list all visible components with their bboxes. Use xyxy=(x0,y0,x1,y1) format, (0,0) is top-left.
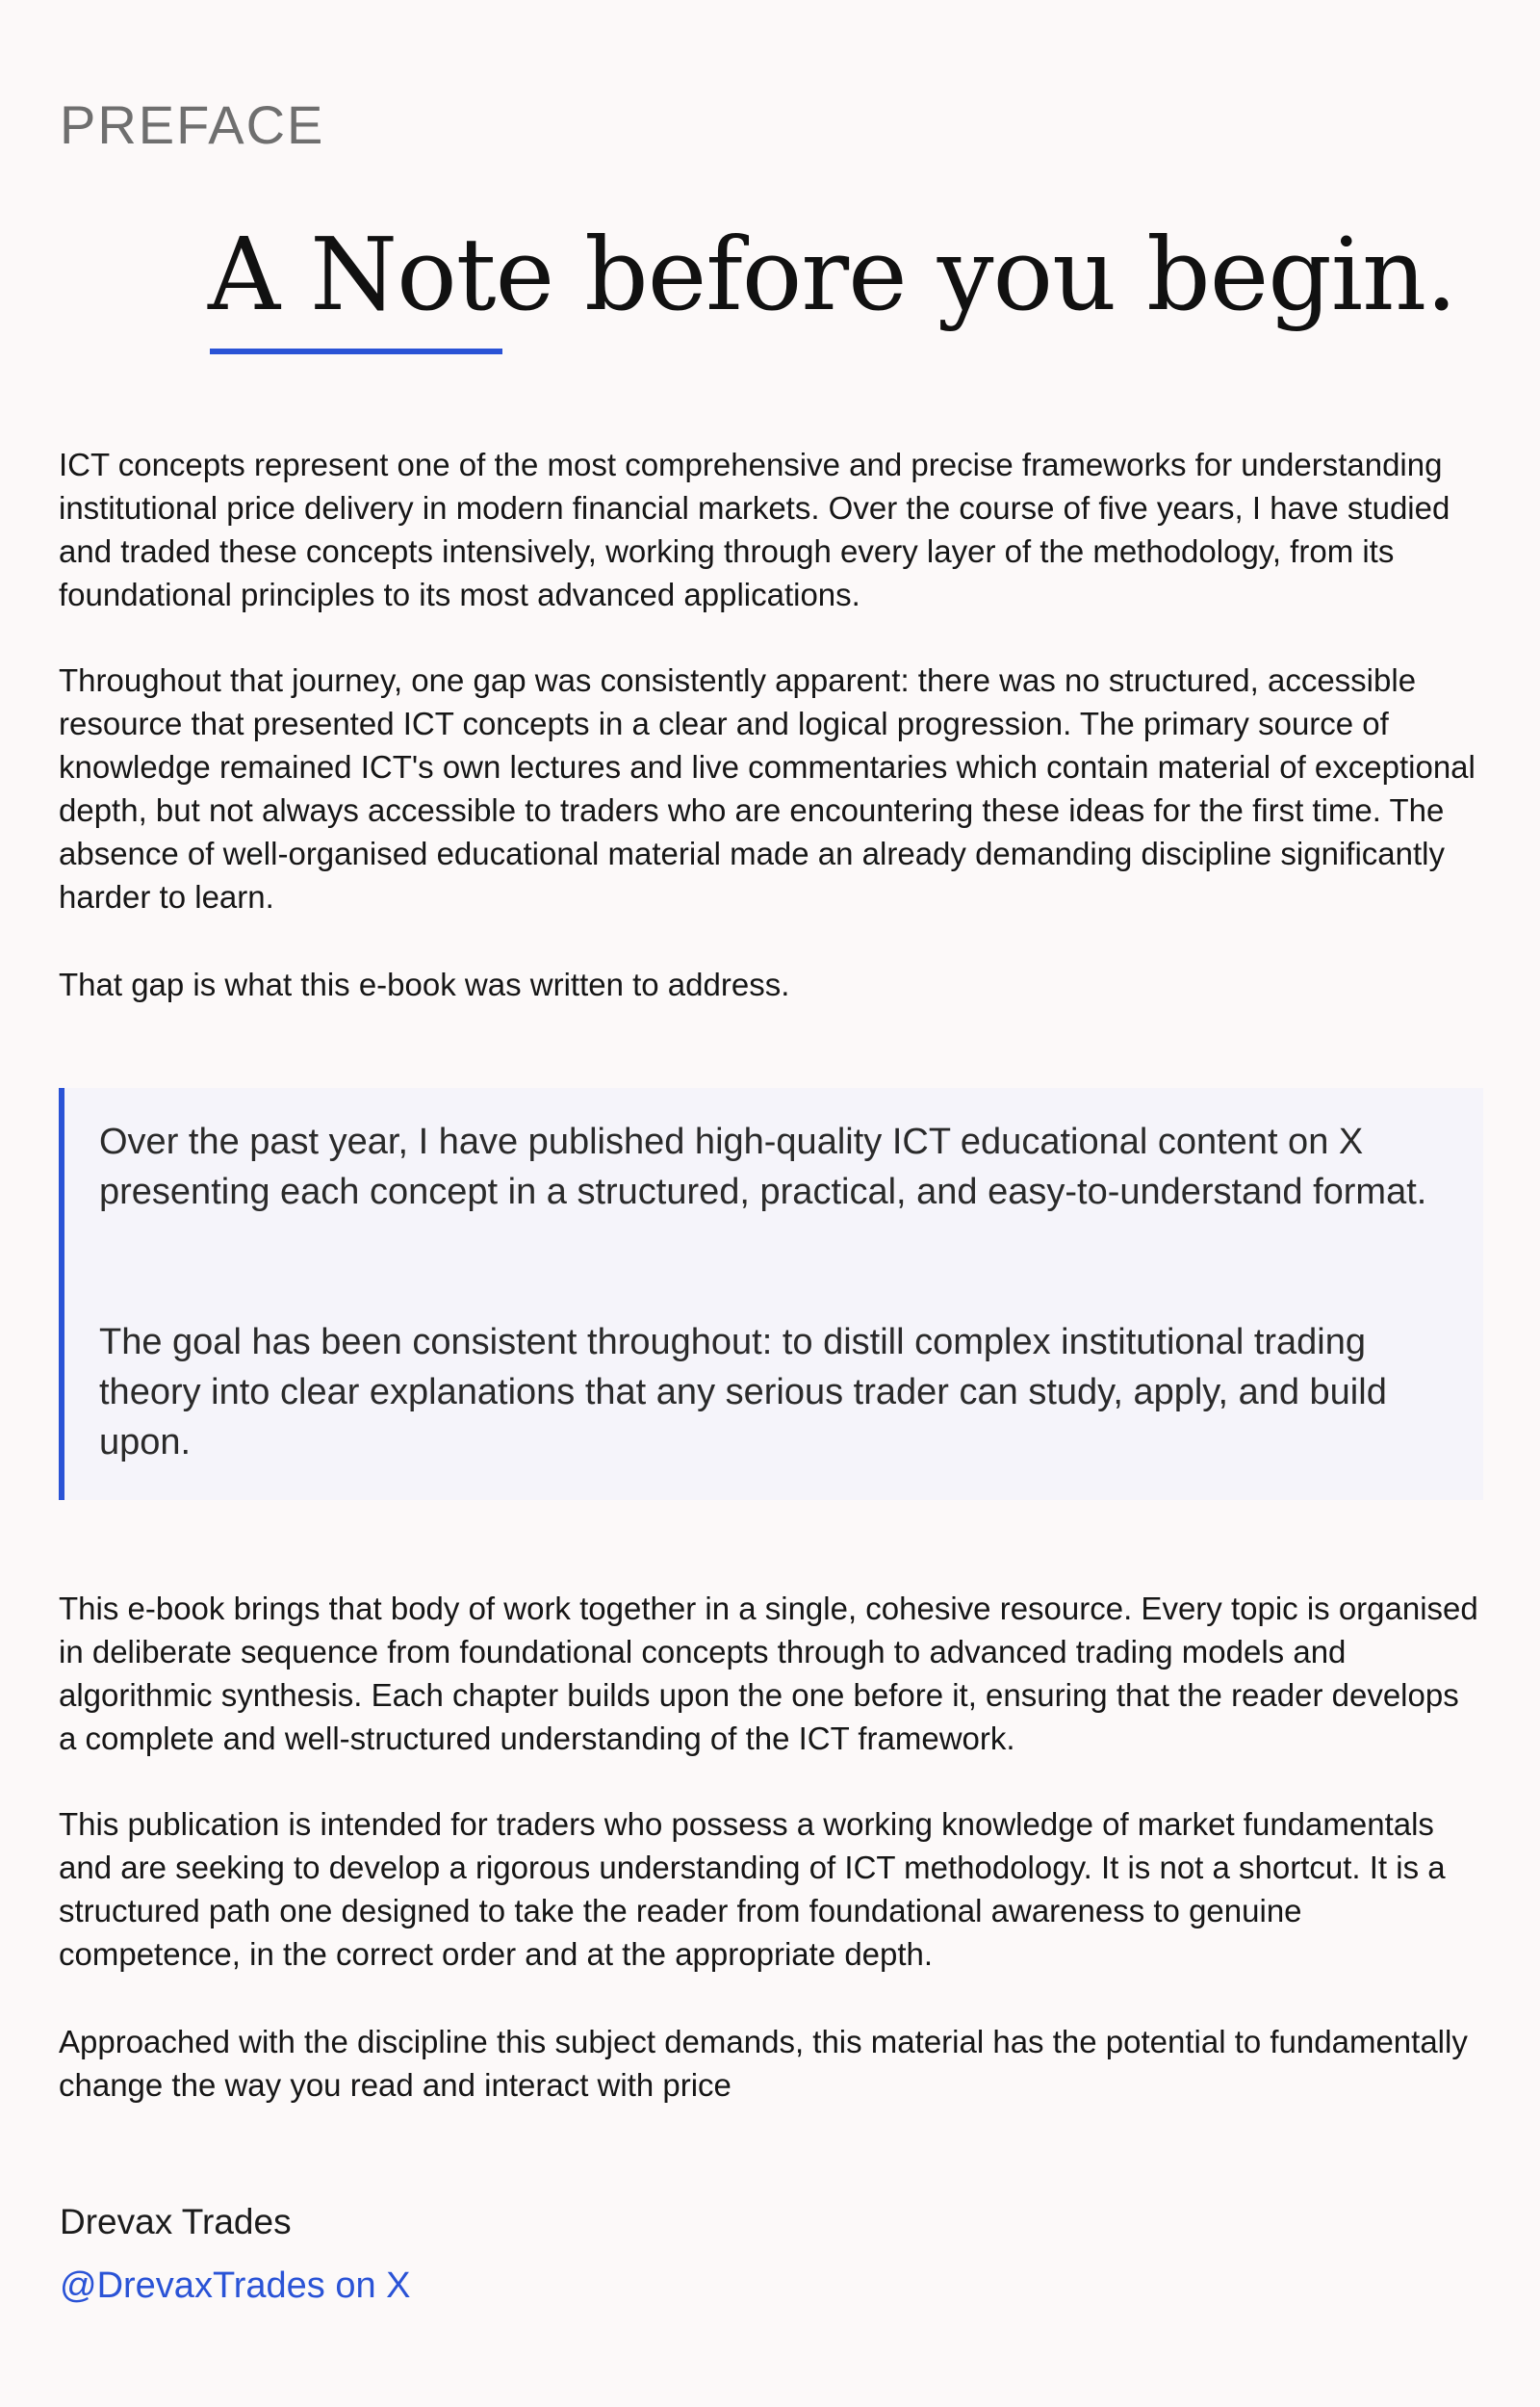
author-handle-link[interactable]: @DrevaxTrades on X xyxy=(60,2265,411,2306)
page-title: A Note before you begin. xyxy=(208,216,1457,333)
body-paragraph-6: Approached with the discipline this subject demands, this material has the potential to fundamentally change the way you read and interact with price xyxy=(59,2024,1468,2103)
body-paragraph-3: That gap is what this e-book was written to address. xyxy=(59,967,790,1002)
callout-paragraph-2: The goal has been consistent throughout: to distill complex institutional trading theory into clear explanations that any serious trader can study, apply, and build upon. xyxy=(99,1322,1387,1462)
callout-paragraph-1: Over the past year, I have published high-quality ICT educational content on X presenting each concept in a structured, practical, and easy-to-understand format. xyxy=(99,1122,1427,1212)
section-eyebrow: PREFACE xyxy=(60,94,325,155)
author-name: Drevax Trades xyxy=(60,2202,292,2241)
body-paragraph-2: Throughout that journey, one gap was consistently apparent: there was no structured, accessible resource that presented ICT concepts in a clear and logical progression. The primary source of knowledge remained ICT's own lectures and live commentaries which contain material of exceptional depth, but not always accessible to traders who are encountering these ideas for the first time. The absence of well-organised educational material made an already demanding discipline significantly harder to learn. xyxy=(59,662,1476,915)
body-paragraph-1: ICT concepts represent one of the most comprehensive and precise frameworks for understanding institutional price delivery in modern financial markets. Over the course of five years, I have studied and traded these concepts intensively, working through every layer of the methodology, from its foundational principles to its most advanced applications. xyxy=(59,447,1450,612)
body-paragraph-5: This publication is intended for traders who possess a working knowledge of market fundamentals and are seeking to develop a rigorous understanding of ICT methodology. It is not a shortcut. It is a structured path one designed to take the reader from foundational awareness to genuine competence, in the correct order and at the appropriate depth. xyxy=(59,1806,1446,1972)
callout-block xyxy=(59,1088,1483,1500)
title-accent-underline xyxy=(210,349,502,354)
body-paragraph-4: This e-book brings that body of work together in a single, cohesive resource. Every topic is organised in deliberate sequence from foundational concepts through to advanced trading models and algorithmic synthesis. Each chapter builds upon the one before it, ensuring that the reader develops a complete and well-structured understanding of the ICT framework. xyxy=(59,1591,1478,1756)
